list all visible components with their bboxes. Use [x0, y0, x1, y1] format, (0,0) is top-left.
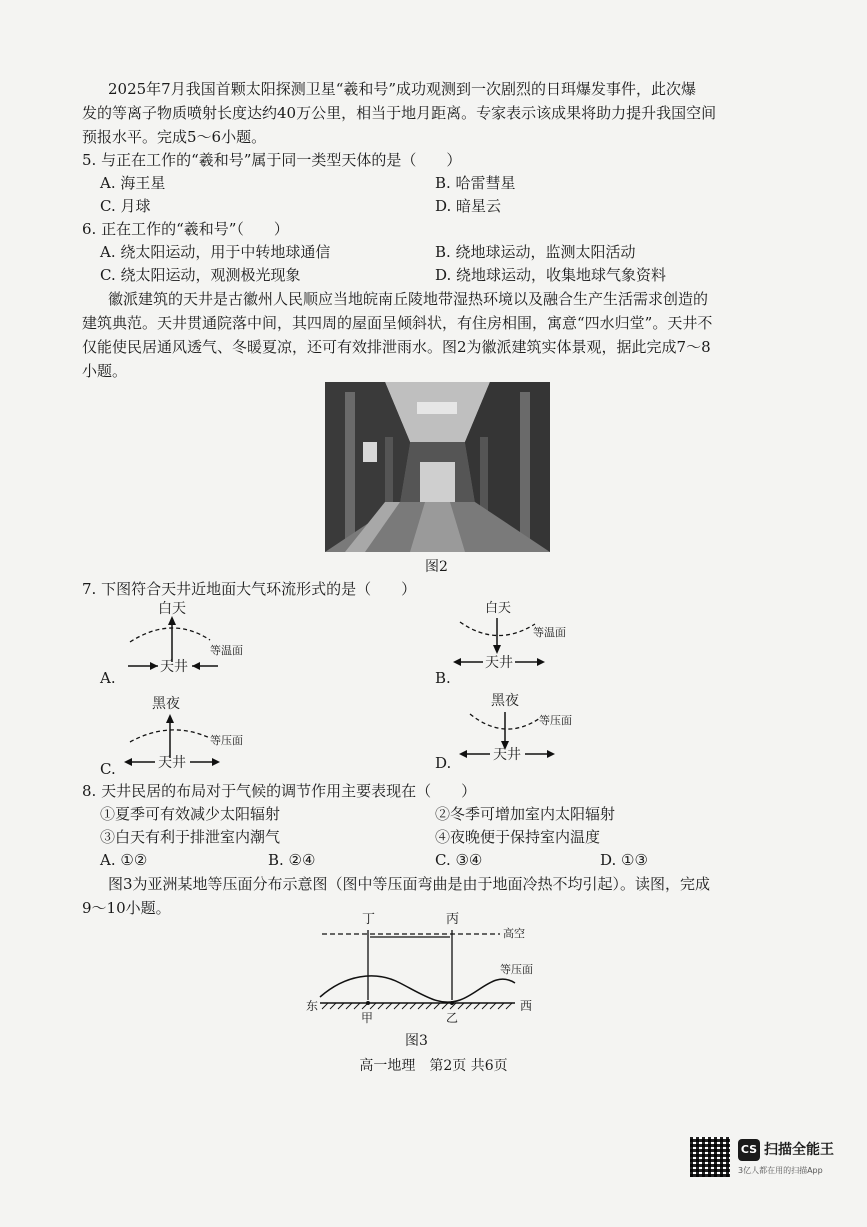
fig3-label-bing: 丙 [446, 912, 460, 927]
fig3-label-west: 西 [520, 999, 533, 1013]
q7-c-surface: 等压面 [210, 734, 243, 747]
q7-c-place: 天井 [158, 755, 186, 771]
q7-d-time: 黑夜 [491, 693, 519, 709]
fig3-label-high: 高空 [503, 927, 525, 940]
q8-option-b: B. ②④ [268, 851, 316, 869]
q7-b-surface: 等温面 [533, 626, 566, 639]
fig3-label-yi: 乙 [446, 1011, 459, 1025]
q7-diagram-d [435, 690, 635, 780]
intro2-line1: 徽派建筑的天井是古徽州人民顺应当地皖南丘陵地带湿热环境以及融合生产生活需求创造的 [108, 290, 709, 308]
cs-logo-icon: CS [738, 1139, 760, 1161]
intro1-line3: 预报水平。完成5～6小题。 [82, 128, 267, 146]
q5-option-c: C. 月球 [100, 197, 151, 215]
fig3-label-isobar: 等压面 [500, 963, 533, 976]
q7-d-letter: D. [435, 754, 452, 772]
q5-option-a: A. 海王星 [100, 174, 166, 192]
fig3-label-east: 东 [306, 999, 319, 1013]
q7-diagram-b [435, 600, 635, 690]
q7-diagram-a [100, 600, 300, 690]
fig3-label-jia: 甲 [361, 1011, 374, 1025]
q8-statement-2: ②冬季可增加室内太阳辐射 [435, 805, 616, 823]
fig3-caption: 图3 [405, 1033, 428, 1049]
fig3-isobar-diagram [300, 912, 560, 1035]
scanner-watermark [690, 1137, 850, 1181]
brand-name: 扫描全能王 [764, 1142, 834, 1158]
q8-option-a: A. ①② [100, 851, 148, 869]
brand-subtitle: 3亿人都在用的扫描App [738, 1166, 823, 1175]
q8-option-d: D. ①③ [600, 851, 648, 869]
q6-stem: 6. 正在工作的“羲和号”（ ） [82, 220, 289, 238]
page-footer: 高一地理 第2页 共6页 [359, 1058, 508, 1074]
q6-option-c: C. 绕太阳运动，观测极光现象 [100, 266, 301, 284]
intro1-line1: 2025年7月我国首颗太阳探测卫星“羲和号”成功观测到一次剧烈的日珥爆发事件，此次爆 [108, 80, 697, 98]
q7-c-letter: C. [100, 760, 116, 778]
q8-option-c: C. ③④ [435, 851, 483, 869]
fig3-label-ding: 丁 [362, 912, 376, 927]
intro3-line2: 9～10小题。 [82, 899, 171, 917]
q8-statement-3: ③白天有利于排泄室内潮气 [100, 828, 281, 846]
q7-a-surface: 等温面 [210, 644, 243, 657]
q7-c-time: 黑夜 [152, 696, 180, 712]
q7-b-time: 白天 [485, 601, 512, 616]
q5-option-b: B. 哈雷彗星 [435, 174, 516, 192]
q6-option-a: A. 绕太阳运动，用于中转地球通信 [100, 243, 331, 261]
intro3-line1: 图3为亚洲某地等压面分布示意图（图中等压面弯曲是由于地面冷热不均引起）。读图，完成 [108, 875, 711, 893]
q7-b-place: 天井 [485, 655, 513, 671]
fig2-caption: 图2 [425, 559, 448, 575]
q7-diagram-c [100, 690, 300, 780]
q7-d-surface: 等压面 [539, 714, 572, 727]
q7-stem: 7. 下图符合天井近地面大气环流形式的是（ ） [82, 580, 417, 598]
q8-stem: 8. 天井民居的布局对于气候的调节作用主要表现在（ ） [82, 782, 477, 800]
q7-d-place: 天井 [493, 747, 521, 763]
intro2-line3: 仅能使民居通风透气、冬暖夏凉，还可有效排泄雨水。图2为徽派建筑实体景观，据此完成7～8 [82, 338, 711, 356]
intro2-line2: 建筑典范。天井贯通院落中间，其四周的屋面呈倾斜状，有住房相围，寓意“四水归堂”。天井不 [82, 314, 713, 332]
q6-option-b: B. 绕地球运动，监测太阳活动 [435, 243, 636, 261]
q5-option-d: D. 暗星云 [435, 197, 502, 215]
intro1-line2: 发的等离子物质喷射长度达约40万公里，相当于地月距离。专家表示该成果将助力提升我国空间 [82, 104, 717, 122]
q7-b-letter: B. [435, 669, 451, 687]
q7-a-place: 天井 [160, 659, 188, 675]
courtyard-photo [325, 382, 550, 552]
q6-option-d: D. 绕地球运动，收集地球气象资料 [435, 266, 667, 284]
q8-statement-1: ①夏季可有效减少太阳辐射 [100, 805, 281, 823]
q5-stem: 5. 与正在工作的“羲和号”属于同一类型天体的是（ ） [82, 151, 462, 169]
intro2-line4: 小题。 [82, 362, 128, 380]
q7-a-letter: A. [100, 669, 116, 687]
qr-code-icon [690, 1137, 730, 1177]
q7-a-time: 白天 [158, 601, 186, 617]
q8-statement-4: ④夜晚便于保持室内温度 [435, 828, 601, 846]
